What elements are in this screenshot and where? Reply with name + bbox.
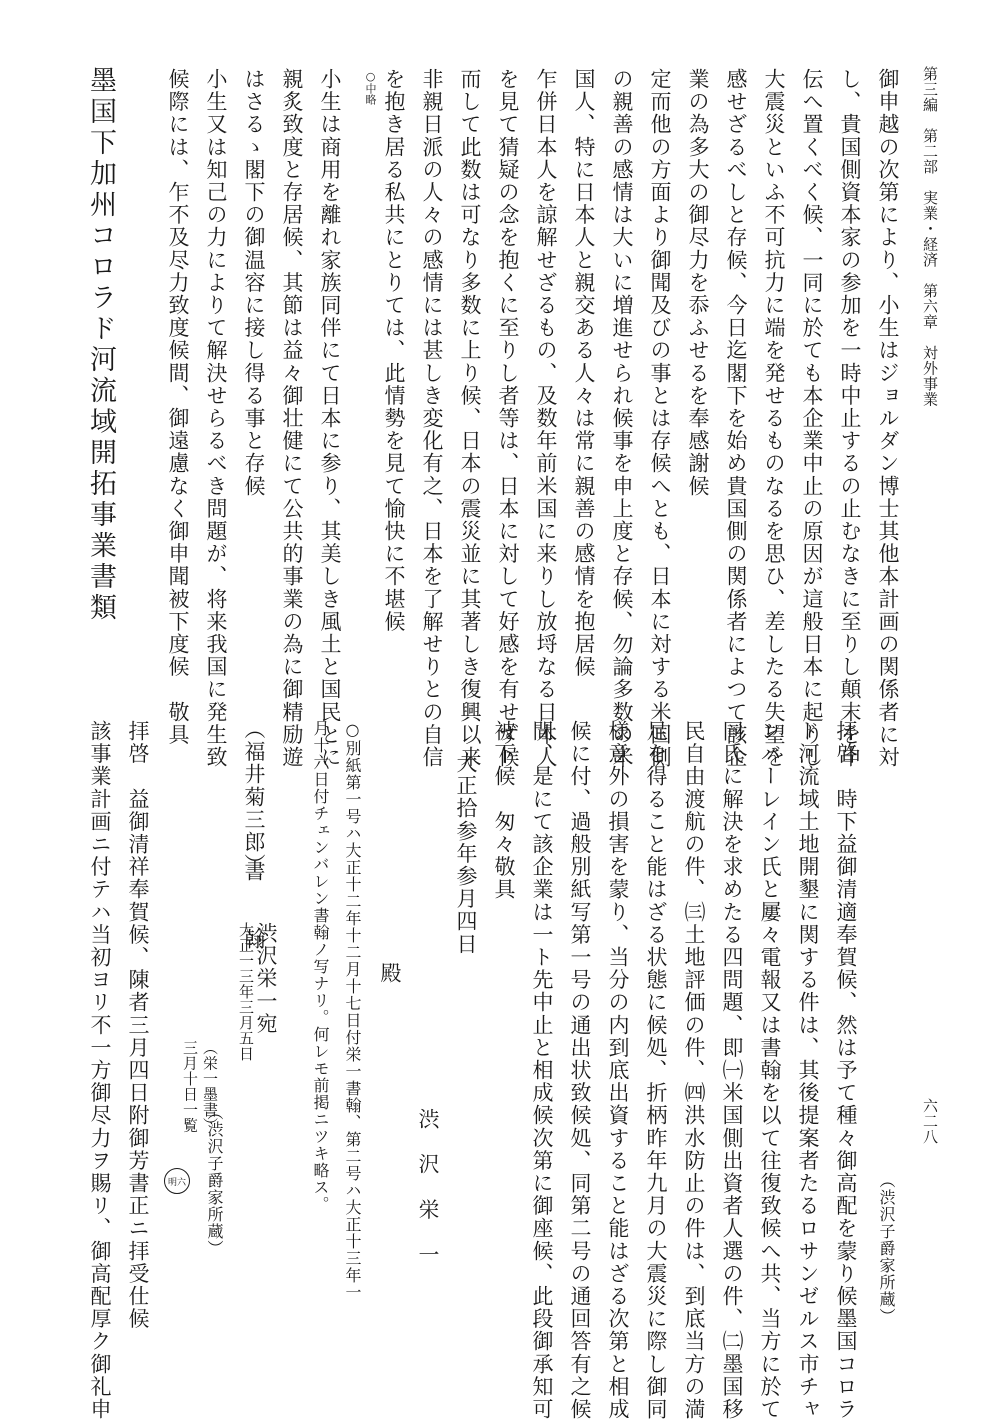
body-line: 感せざるべしと存候、今日迄閣下を始め貴国側の関係者によつて該企 <box>724 68 748 769</box>
stamp: 明六 <box>164 1168 190 1194</box>
letter-line: 同氏に解決を求めたる四問題、即㈠米国側出資者人選の件、㈡墨国移 <box>720 720 744 1421</box>
letter-line: 拝啓 益御清祥奉賀候、陳者三月四日附御芳書正ニ拝受仕候 <box>126 720 150 1331</box>
letter-line: ンバーレイン氏と屢々電報又は書翰を以て往復致候へ共、当方に於て <box>758 720 782 1421</box>
body-line: 非親日派の人々の感情には甚しき変化有之、日本を了解せりとの自信 <box>420 68 444 769</box>
omission-mark: ○中略 <box>364 70 377 105</box>
letter-line: 該事業計画ニ付テハ当初ヨリ不一方御尽力ヲ賜リ、御高配厚ク御礼申 <box>88 720 112 1421</box>
letter-line: 間、是にて該企業は一ト先中止と相成候次第に御座候、此段御承知可 <box>530 720 554 1421</box>
document-type: 書 翰 <box>242 860 266 951</box>
body-line: を抱き居る私共にとりては、此情勢を見て愉快に不堪候 <box>382 68 406 633</box>
body-line: 小生は商用を離れ家族同伴にて日本に参り、其美しき風土と国民とに <box>318 68 342 769</box>
memo-date: 三月十日一覧 <box>181 1040 199 1133</box>
body-line: 大震災といふ不可抗力に端を発せるものなるを思ひ、差したる失望を <box>762 68 786 769</box>
letter-line: 候に付、過般別紙写第一号の通出状致候処、同第二号の通回答有之候 <box>568 720 592 1421</box>
editor-note: ○別紙第一号ハ大正十二年十二月十七日付栄一書翰、第二号ハ大正十三年一 <box>343 720 362 1301</box>
body-line: 候際には、乍不及尽力致度候間、御遠慮なく御申聞被下度候 敬具 <box>166 68 190 746</box>
author: （福井菊三郎） <box>242 718 266 877</box>
body-line: 乍併日本人を諒解せざるもの、及数年前米国に来りし放埒なる日本人 <box>534 68 558 769</box>
body-line: 親炙致度と存居候、其節は益々御壮健にて公共的事業の為に御精励遊 <box>280 68 304 769</box>
body-line: 定而他の方面より御聞及びの事とは存候へとも、日本に対する米国側 <box>648 68 672 769</box>
body-line: 業の為多大の御尽力を忝ふせるを奉感謝候 <box>686 68 710 498</box>
addressee-honorific: 殿 <box>378 962 402 985</box>
body-line: 而して此数は可なり多数に上り候、日本の震災並に其著しき復興以来 <box>458 68 482 769</box>
letter-date: 大正一三年三月五日 <box>237 922 255 1062</box>
editor-note: 月十六日付チェンバレン書翰ノ写ナリ。何レモ前掲ニツキ略ス。 <box>311 720 330 1213</box>
body-line: を見て猜疑の念を抱くに至りし者等は、日本に対して好感を有せず候 <box>496 68 520 769</box>
body-line: 御申越の次第により、小生はジョルダン博士其他本計画の関係者に対 <box>876 68 900 769</box>
section-title: 墨国下加州コロラド河流域開拓事業書類 <box>85 66 116 624</box>
body-line: 伝へ置くべく候、一同に於ても本企業中止の原因が這般日本に起りし <box>800 68 824 769</box>
letter-line: ド河流域土地開墾に関する件は、其後提案者たるロサンゼルス市チャ <box>796 720 820 1421</box>
recipient: 渋沢栄一宛 <box>254 922 278 1035</box>
letter-line: 拝啓 時下益御清適奉賀候、然は予て種々御高配を蒙り候墨国コロラ <box>834 720 858 1421</box>
source-citation: （渋沢子爵家所蔵） <box>205 1104 224 1257</box>
letter-line: 様意外の損害を蒙り、当分の内到底出資すること能はざる次第と相成 <box>606 720 630 1421</box>
signer: 渋 沢 栄 一 <box>416 1108 440 1267</box>
source-citation: （渋沢子爵家所蔵） <box>877 1172 896 1325</box>
body-line: 国人、特に日本人と親交ある人々は常に親善の感情を抱居候 <box>572 68 596 679</box>
page-number: 六二八 <box>921 1098 939 1145</box>
running-header: 第三編 第二部 実業・経済 第六章 対外事業 <box>921 66 939 407</box>
letter-line: 足を得ること能はざる状態に候処、折柄昨年九月の大震災に際し御同 <box>644 720 668 1421</box>
body-line: 小生又は知己の力によりて解決せらるべき問題が、将来我国に発生致 <box>204 68 228 769</box>
body-line: し、貴国側資本家の参加を一時中止するの止むなきに至りし顛末を申 <box>838 68 862 769</box>
memo-label: （栄一墨書） <box>201 1040 219 1133</box>
letter-line: 民自由渡航の件、㈢土地評価の件、㈣洪水防止の件は、到底当方の満 <box>682 720 706 1421</box>
letter-date: 大正拾参年参月四日 <box>454 752 478 956</box>
letter-line: 被下候 匆々敬具 <box>492 720 516 901</box>
body-line: の親善の感情は大いに増進せられ候事を申上度と存候、勿論多数の米 <box>610 68 634 769</box>
body-line: はさるゝ閣下の御温容に接し得る事と存候 <box>242 68 266 498</box>
